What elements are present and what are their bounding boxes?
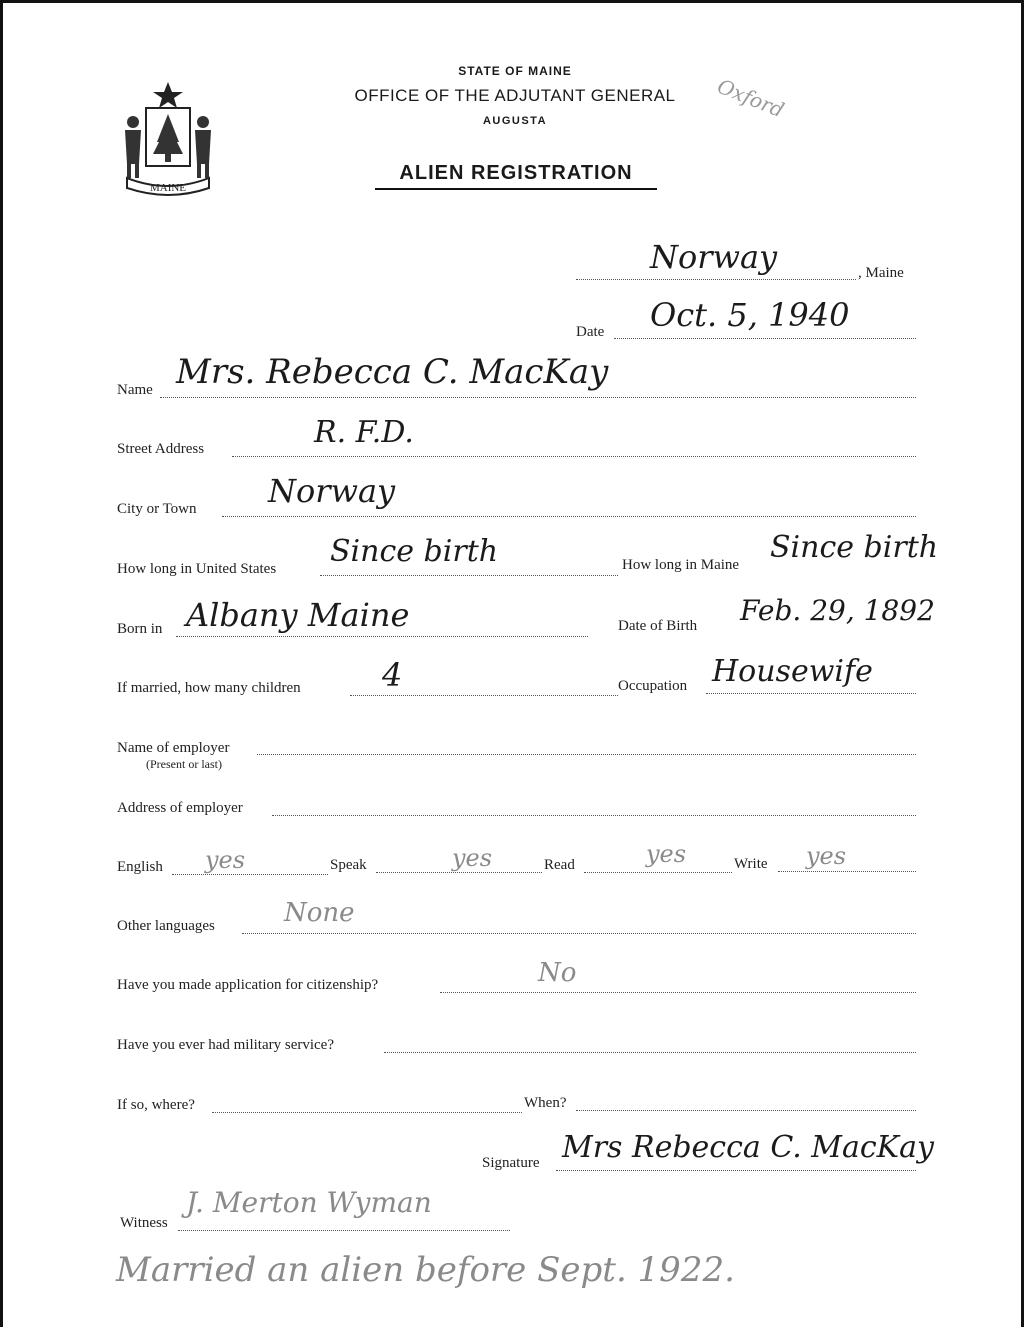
- occupation-label: Occupation: [618, 678, 688, 694]
- read-label: Read: [544, 857, 575, 873]
- date-of-birth-value: Feb. 29, 1892: [740, 594, 935, 627]
- other-languages-value: None: [284, 898, 355, 928]
- date-of-birth-label: Date of Birth: [618, 618, 698, 634]
- town-line: [576, 279, 856, 280]
- other-languages-line: [242, 933, 916, 934]
- when-label: When?: [524, 1095, 567, 1111]
- english-label: English: [117, 859, 163, 875]
- city-line: [222, 516, 916, 517]
- born-in-label: Born in: [117, 621, 163, 637]
- speak-value: yes: [452, 844, 493, 872]
- city-value: Norway: [268, 472, 396, 510]
- citizenship-label: Have you made application for citizenship?: [117, 977, 379, 993]
- citizenship-line: [440, 992, 916, 993]
- other-languages-label: Other languages: [117, 918, 215, 934]
- write-label: Write: [734, 856, 768, 872]
- seal-label: MAINE: [149, 182, 187, 194]
- witness-value: J. Merton Wyman: [186, 1186, 432, 1219]
- header-state: STATE OF MAINE: [458, 64, 572, 78]
- english-value: yes: [205, 846, 246, 874]
- how-long-us-label: How long in United States: [117, 561, 277, 577]
- signature-line: [556, 1170, 916, 1171]
- name-line: [160, 397, 916, 398]
- form-title: ALIEN REGISTRATION: [375, 162, 657, 190]
- read-value: yes: [646, 840, 687, 868]
- children-value: 4: [382, 656, 403, 694]
- signature-value: Mrs Rebecca C. MacKay: [562, 1130, 934, 1165]
- how-long-maine-value: Since birth: [770, 530, 939, 565]
- street-line: [232, 456, 916, 457]
- children-line: [350, 695, 618, 696]
- write-line: [778, 871, 916, 872]
- corner-note: Oxford: [714, 73, 788, 123]
- signature-label: Signature: [482, 1155, 540, 1171]
- witness-label: Witness: [120, 1215, 168, 1231]
- born-in-value: Albany Maine: [186, 596, 410, 634]
- military-line: [384, 1052, 916, 1053]
- scan-border-left: [0, 0, 3, 1327]
- how-long-maine-label: How long in Maine: [622, 557, 740, 573]
- write-value: yes: [806, 842, 847, 870]
- date-label: Date: [576, 324, 605, 340]
- occupation-line: [706, 693, 916, 694]
- military-label: Have you ever had military service?: [117, 1037, 334, 1053]
- name-label: Name: [117, 382, 153, 398]
- date-line: [614, 338, 916, 339]
- english-line: [172, 874, 328, 875]
- children-label: If married, how many children: [117, 680, 301, 696]
- witness-line: [178, 1230, 510, 1231]
- read-line: [584, 872, 732, 873]
- speak-label: Speak: [330, 857, 367, 873]
- occupation-value: Housewife: [712, 654, 873, 689]
- employer-label: Name of employer: [117, 740, 230, 756]
- town-value: Norway: [650, 238, 778, 276]
- citizenship-value: No: [538, 958, 577, 988]
- employer-line: [257, 754, 916, 755]
- bottom-note: Married an alien before Sept. 1922.: [116, 1250, 735, 1290]
- name-value: Mrs. Rebecca C. MacKay: [176, 352, 609, 392]
- how-long-us-value: Since birth: [330, 534, 499, 569]
- employer-address-label: Address of employer: [117, 800, 243, 816]
- employer-sublabel: (Present or last): [146, 757, 222, 771]
- header-office: OFFICE OF THE ADJUTANT GENERAL: [354, 86, 676, 105]
- when-line: [576, 1110, 916, 1111]
- how-long-us-line: [320, 575, 618, 576]
- where-line: [212, 1112, 522, 1113]
- born-in-line: [176, 636, 588, 637]
- speak-line: [376, 872, 542, 873]
- street-label: Street Address: [117, 441, 205, 457]
- maine-label: , Maine: [858, 265, 904, 281]
- street-value: R. F.D.: [314, 415, 414, 450]
- where-label: If so, where?: [117, 1097, 195, 1113]
- employer-address-line: [272, 815, 916, 816]
- city-label: City or Town: [117, 501, 197, 517]
- header-city: AUGUSTA: [482, 115, 548, 127]
- date-value: Oct. 5, 1940: [650, 296, 850, 334]
- scan-border-top: [0, 0, 1024, 3]
